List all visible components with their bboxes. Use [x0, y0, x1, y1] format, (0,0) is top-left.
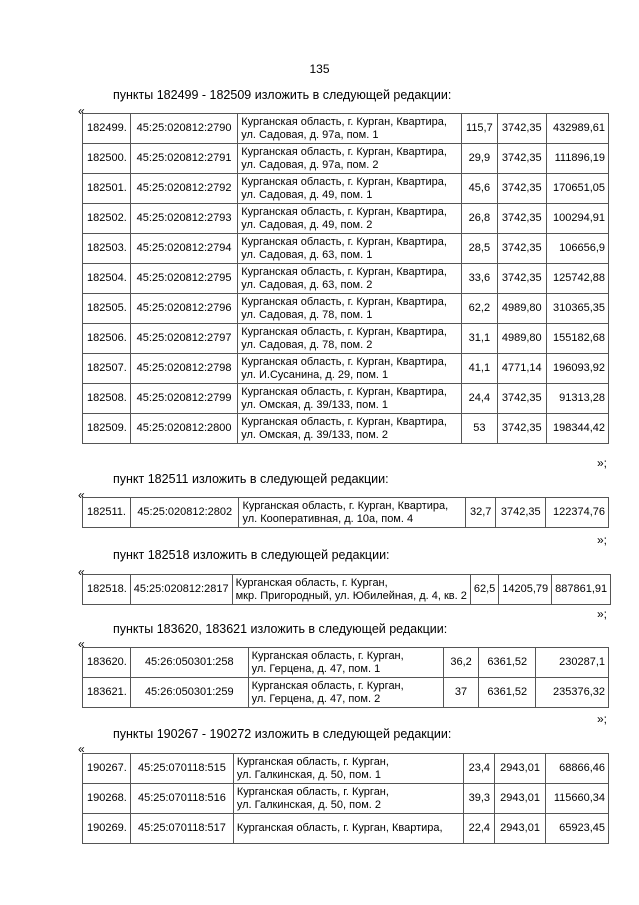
- total-value-cell: 115660,34: [545, 784, 608, 814]
- cadastral-number-cell: 45:25:020812:2791: [131, 144, 238, 174]
- row-number-cell: 182500.: [83, 144, 131, 174]
- price-per-unit-cell: 2943,01: [495, 814, 546, 844]
- total-value-cell: 65923,45: [545, 814, 608, 844]
- cadastral-number-cell: 45:25:020812:2800: [131, 414, 238, 444]
- total-value-cell: 170651,05: [546, 174, 608, 204]
- row-number-cell: 183620.: [83, 648, 131, 678]
- cadastral-number-cell: 45:25:020812:2790: [131, 114, 238, 144]
- price-per-unit-cell: 6361,52: [479, 648, 536, 678]
- row-number-cell: 190269.: [83, 814, 131, 844]
- address-cell: [233, 784, 464, 814]
- area-cell: 33,6: [462, 264, 497, 294]
- total-value-cell: 230287,1: [536, 648, 609, 678]
- address-line-1: Курганская область, г. Курган, Квартира,: [236, 822, 443, 834]
- address-cell: [238, 324, 462, 354]
- table-row: [83, 354, 609, 384]
- table-body: [83, 754, 609, 844]
- close-quote: »;: [596, 456, 607, 470]
- total-value-cell: 310365,35: [546, 294, 608, 324]
- area-cell: 22,4: [464, 814, 495, 844]
- open-quote: «: [78, 637, 85, 651]
- address-cell: [238, 204, 462, 234]
- row-number-cell: 182509.: [83, 414, 131, 444]
- address-line-2: ул. Омская, д. 39/133, пом. 1: [241, 398, 388, 411]
- price-per-unit-cell: 3742,35: [497, 234, 546, 264]
- row-number-cell: 182507.: [83, 354, 131, 384]
- address-line-2: ул. Герцена, д. 47, пом. 2: [251, 692, 381, 705]
- address-line-2: ул. Галкинская, д. 50, пом. 1: [236, 768, 382, 781]
- address-cell: [232, 575, 470, 605]
- address-cell: [238, 354, 462, 384]
- section-heading: пункты 190267 - 190272 изложить в следующей редакции:: [113, 727, 452, 741]
- total-value-cell: 122374,76: [546, 498, 609, 528]
- cadastral-number-cell: 45:25:020812:2797: [131, 324, 238, 354]
- section-heading: пункты 182499 - 182509 изложить в следующей редакции:: [113, 88, 452, 102]
- address-line-1: Курганская область, г. Курган, Квартира,: [241, 145, 447, 158]
- table-body: [83, 498, 609, 528]
- price-per-unit-cell: 2943,01: [495, 784, 546, 814]
- section-table: [82, 113, 609, 444]
- close-quote: »;: [596, 607, 607, 621]
- section-table: [82, 574, 611, 605]
- row-number-cell: 182501.: [83, 174, 131, 204]
- area-cell: 115,7: [462, 114, 497, 144]
- address-cell: [238, 114, 462, 144]
- open-quote: «: [78, 565, 85, 579]
- address-line-2: ул. Садовая, д. 49, пом. 1: [241, 188, 373, 201]
- open-quote: «: [78, 104, 85, 118]
- address-line-2: ул. Герцена, д. 47, пом. 1: [251, 662, 381, 675]
- total-value-cell: 235376,32: [536, 678, 609, 708]
- address-line-1: Курганская область, г. Курган, Квартира,: [241, 115, 447, 128]
- address-cell: [238, 144, 462, 174]
- table-row: [83, 264, 609, 294]
- address-line-1: Курганская область, г. Курган,: [235, 576, 388, 589]
- row-number-cell: 182504.: [83, 264, 131, 294]
- address-line-2: ул. Садовая, д. 97а, пом. 2: [241, 158, 379, 171]
- open-quote: «: [78, 488, 85, 502]
- row-number-cell: 182518.: [83, 575, 131, 605]
- price-per-unit-cell: 3742,35: [497, 174, 546, 204]
- table-row: [83, 784, 609, 814]
- price-per-unit-cell: 4989,80: [497, 324, 546, 354]
- total-value-cell: 91313,28: [546, 384, 608, 414]
- table-row: [83, 678, 609, 708]
- table-row: [83, 648, 609, 678]
- area-cell: 32,7: [466, 498, 496, 528]
- row-number-cell: 183621.: [83, 678, 131, 708]
- area-cell: 36,2: [444, 648, 479, 678]
- table-row: [83, 575, 611, 605]
- section-table: [82, 497, 609, 528]
- address-cell: [238, 174, 462, 204]
- address-cell: [238, 384, 462, 414]
- total-value-cell: 100294,91: [546, 204, 608, 234]
- address-line-1: Курганская область, г. Курган, Квартира,: [241, 415, 447, 428]
- area-cell: 24,4: [462, 384, 497, 414]
- price-per-unit-cell: 3742,35: [497, 384, 546, 414]
- address-cell: [248, 678, 444, 708]
- row-number-cell: 190268.: [83, 784, 131, 814]
- cadastral-number-cell: 45:25:020812:2793: [131, 204, 238, 234]
- table-row: [83, 754, 609, 784]
- section-table: [82, 647, 609, 708]
- address-line-1: Курганская область, г. Курган, Квартира,: [241, 325, 447, 338]
- close-quote: »;: [596, 533, 607, 547]
- open-quote: «: [78, 742, 85, 756]
- cadastral-number-cell: 45:25:070118:516: [131, 784, 234, 814]
- table-row: [83, 384, 609, 414]
- total-value-cell: 106656,9: [546, 234, 608, 264]
- table-body: [83, 114, 609, 444]
- total-value-cell: 155182,68: [546, 324, 608, 354]
- table-row: [83, 414, 609, 444]
- section-heading: пункты 183620, 183621 изложить в следующей редакции:: [113, 622, 448, 636]
- address-cell: [238, 264, 462, 294]
- row-number-cell: 182505.: [83, 294, 131, 324]
- address-line-1: Курганская область, г. Курган,: [236, 785, 389, 798]
- total-value-cell: 887861,91: [552, 575, 611, 605]
- address-cell: [233, 754, 464, 784]
- total-value-cell: 68866,46: [545, 754, 608, 784]
- area-cell: 31,1: [462, 324, 497, 354]
- table-row: [83, 814, 609, 844]
- cadastral-number-cell: 45:25:020812:2795: [131, 264, 238, 294]
- area-cell: 39,3: [464, 784, 495, 814]
- area-cell: 53: [462, 414, 497, 444]
- address-line-1: Курганская область, г. Курган, Квартира,: [241, 295, 447, 308]
- address-line-1: Курганская область, г. Курган, Квартира,: [241, 265, 447, 278]
- price-per-unit-cell: 3742,35: [497, 204, 546, 234]
- address-line-1: Курганская область, г. Курган, Квартира,: [241, 205, 447, 218]
- area-cell: 62,2: [462, 294, 497, 324]
- price-per-unit-cell: 3742,35: [497, 264, 546, 294]
- address-line-1: Курганская область, г. Курган, Квартира,: [241, 385, 447, 398]
- row-number-cell: 182506.: [83, 324, 131, 354]
- area-cell: 41,1: [462, 354, 497, 384]
- price-per-unit-cell: 4989,80: [497, 294, 546, 324]
- price-per-unit-cell: 3742,35: [497, 414, 546, 444]
- address-line-2: ул. Садовая, д. 63, пом. 2: [241, 278, 373, 291]
- area-cell: 29,9: [462, 144, 497, 174]
- total-value-cell: 432989,61: [546, 114, 608, 144]
- price-per-unit-cell: 2943,01: [495, 754, 546, 784]
- price-per-unit-cell: 14205,79: [499, 575, 552, 605]
- price-per-unit-cell: 6361,52: [479, 678, 536, 708]
- table-body: [83, 648, 609, 708]
- address-line-1: Курганская область, г. Курган, Квартира,: [241, 175, 447, 188]
- address-cell: [248, 648, 444, 678]
- address-cell: [238, 234, 462, 264]
- price-per-unit-cell: 4771,14: [497, 354, 546, 384]
- price-per-unit-cell: 3742,35: [496, 498, 546, 528]
- address-line-1: Курганская область, г. Курган,: [251, 649, 404, 662]
- page-number: 135: [309, 62, 330, 76]
- section-table: [82, 753, 609, 844]
- cadastral-number-cell: 45:25:020812:2796: [131, 294, 238, 324]
- section-heading: пункт 182511 изложить в следующей редакции:: [113, 472, 389, 486]
- address-cell: [233, 814, 464, 844]
- area-cell: 37: [444, 678, 479, 708]
- address-line-2: ул. Садовая, д. 78, пом. 2: [241, 338, 373, 351]
- table-row: [83, 204, 609, 234]
- cadastral-number-cell: 45:25:070118:515: [131, 754, 234, 784]
- area-cell: 23,4: [464, 754, 495, 784]
- table-row: [83, 294, 609, 324]
- total-value-cell: 198344,42: [546, 414, 608, 444]
- row-number-cell: 190267.: [83, 754, 131, 784]
- total-value-cell: 196093,92: [546, 354, 608, 384]
- address-line-2: ул. Садовая, д. 78, пом. 1: [241, 308, 373, 321]
- address-line-2: мкр. Пригородный, ул. Юбилейная, д. 4, кв. 2: [235, 589, 467, 602]
- row-number-cell: 182511.: [83, 498, 131, 528]
- address-line-2: ул. Садовая, д. 97а, пом. 1: [241, 128, 379, 141]
- area-cell: 26,8: [462, 204, 497, 234]
- address-line-2: ул. Галкинская, д. 50, пом. 2: [236, 798, 382, 811]
- row-number-cell: 182503.: [83, 234, 131, 264]
- total-value-cell: 125742,88: [546, 264, 608, 294]
- address-line-1: Курганская область, г. Курган, Квартира,: [241, 355, 447, 368]
- table-row: [83, 114, 609, 144]
- cadastral-number-cell: 45:25:020812:2817: [130, 575, 232, 605]
- row-number-cell: 182499.: [83, 114, 131, 144]
- table-row: [83, 498, 609, 528]
- section-heading: пункт 182518 изложить в следующей редакции:: [113, 548, 390, 562]
- address-cell: [238, 294, 462, 324]
- row-number-cell: 182502.: [83, 204, 131, 234]
- address-line-2: ул. И.Сусанина, д. 29, пом. 1: [241, 368, 389, 381]
- cadastral-number-cell: 45:26:050301:259: [131, 678, 249, 708]
- address-line-1: Курганская область, г. Курган, Квартира,: [241, 235, 447, 248]
- address-line-1: Курганская область, г. Курган,: [236, 755, 389, 768]
- address-line-2: ул. Омская, д. 39/133, пом. 2: [241, 428, 388, 441]
- price-per-unit-cell: 3742,35: [497, 114, 546, 144]
- area-cell: 28,5: [462, 234, 497, 264]
- close-quote: »;: [596, 712, 607, 726]
- cadastral-number-cell: 45:25:020812:2792: [131, 174, 238, 204]
- cadastral-number-cell: 45:25:020812:2802: [131, 498, 239, 528]
- address-cell: [239, 498, 466, 528]
- table-row: [83, 144, 609, 174]
- table-body: [83, 575, 611, 605]
- address-line-2: ул. Садовая, д. 63, пом. 1: [241, 248, 373, 261]
- cadastral-number-cell: 45:25:020812:2798: [131, 354, 238, 384]
- address-line-2: ул. Кооперативная, д. 10а, пом. 4: [242, 512, 414, 525]
- cadastral-number-cell: 45:25:020812:2799: [131, 384, 238, 414]
- cadastral-number-cell: 45:25:020812:2794: [131, 234, 238, 264]
- table-row: [83, 174, 609, 204]
- address-line-1: Курганская область, г. Курган,: [251, 679, 404, 692]
- table-row: [83, 324, 609, 354]
- row-number-cell: 182508.: [83, 384, 131, 414]
- address-line-1: Курганская область, г. Курган, Квартира,: [242, 499, 449, 512]
- address-cell: [238, 414, 462, 444]
- cadastral-number-cell: 45:25:070118:517: [131, 814, 234, 844]
- address-line-2: ул. Садовая, д. 49, пом. 2: [241, 218, 373, 231]
- total-value-cell: 111896,19: [546, 144, 608, 174]
- area-cell: 62,5: [470, 575, 498, 605]
- cadastral-number-cell: 45:26:050301:258: [131, 648, 249, 678]
- area-cell: 45,6: [462, 174, 497, 204]
- price-per-unit-cell: 3742,35: [497, 144, 546, 174]
- table-row: [83, 234, 609, 264]
